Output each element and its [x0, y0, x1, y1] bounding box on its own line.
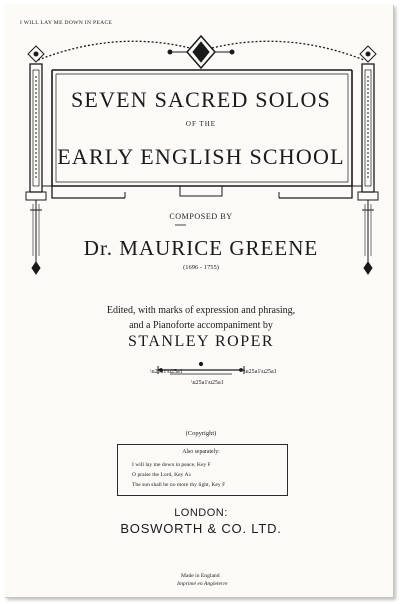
composer-dates: (1696 - 1755): [183, 264, 219, 271]
composer-label: COMPOSED BY: [169, 212, 233, 221]
imprime-en-angleterre: Imprimé en Angleterre: [177, 581, 228, 587]
title-line-3: EARLY ENGLISH SCHOOL: [57, 144, 345, 169]
editor-line-1: Edited, with marks of expression and phrasing,: [106, 305, 296, 316]
list-item: O praise the Lord, Key A♭: [132, 472, 192, 478]
title-line-1: SEVEN SACRED SOLOS: [71, 87, 331, 112]
also-separately-heading: Also separately:: [182, 449, 220, 455]
copyright-notice: (Copyright): [185, 430, 217, 437]
list-item: I will lay me down in peace, Key F: [132, 462, 211, 468]
publisher-name: BOSWORTH & CO. LTD.: [120, 521, 282, 536]
svg-text:\u25a1\u25a1: \u25a1\u25a1: [244, 369, 277, 375]
running-title: I WILL LAY ME DOWN IN PEACE: [20, 20, 113, 26]
svg-text:\u25a1\u25a1: \u25a1\u25a1: [191, 380, 224, 386]
editor-line-2: and a Pianoforte accompaniment by: [129, 320, 273, 331]
list-item: The sun shall be no more thy light, Key F: [132, 482, 226, 488]
title-line-2: OF THE: [185, 120, 217, 128]
editor-name: STANLEY ROPER: [127, 333, 275, 350]
svg-text:\u25a1\u25a1: \u25a1\u25a1: [150, 369, 183, 375]
publisher-city: LONDON:: [174, 507, 228, 519]
made-in-england: Made in England: [181, 573, 220, 579]
diamond-ornament: [168, 36, 234, 68]
rosette-left-icon: [28, 46, 44, 62]
composer-name: Dr. MAURICE GREENE: [83, 236, 319, 260]
